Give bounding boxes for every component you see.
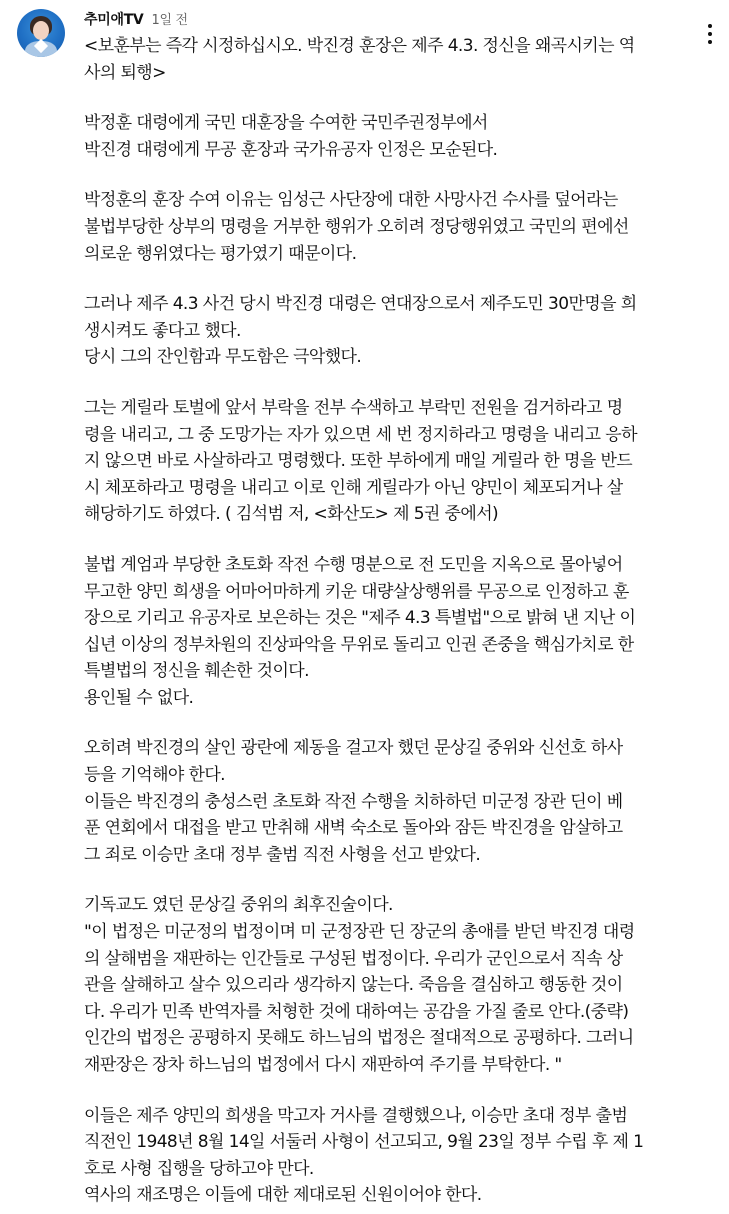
comment-line: 오히려 박진경의 살인 광란에 제동을 걸고자 했던 문상길 중위와 신선호 하사 <box>84 738 623 759</box>
comment-line: <보훈부는 즉각 시정하십시오. 박진경 훈장은 제주 4.3. 정신을 왜곡시키는 역 <box>84 36 635 56</box>
comment-line: 재판장은 장차 하느님의 법정에서 다시 재판하여 주기를 부탁한다. " <box>84 1055 562 1075</box>
menu-dot <box>708 40 712 44</box>
comment-paragraph <box>84 1103 684 1209</box>
comment-line: 다. 우리가 민족 반역자를 처형한 것에 대하여는 공감을 가질 줄로 안다.(중략) <box>84 1001 629 1022</box>
comment-line: 장으로 기리고 유공자로 보은하는 것은 "제주 4.3 특별법"으로 밝혀 낸 지난 이 <box>84 608 636 629</box>
comment-paragraph <box>84 552 684 712</box>
comment-line: 이들은 제주 양민의 희생을 막고자 거사를 결행했으나, 이승만 초대 정부 출범 <box>84 1105 628 1126</box>
paragraph-gap <box>84 528 684 552</box>
comment-paragraph <box>84 395 684 528</box>
comment-line: 그는 게릴라 토벌에 앞서 부락을 전부 수색하고 부락민 전원을 검거하라고 명 <box>84 397 623 418</box>
comment-line: 사의 퇴행> <box>84 62 166 83</box>
menu-dot <box>708 24 712 28</box>
comment-line: 호로 사형 집행을 당하고야 만다. <box>84 1158 314 1179</box>
paragraph-gap <box>84 711 684 735</box>
author-name[interactable]: 추미애TV <box>84 12 144 28</box>
comment-paragraph <box>84 33 684 86</box>
comment-line: 십년 이상의 정부차원의 진상파악을 무위로 돌리고 인권 존중을 핵심가치로 한 <box>84 634 634 655</box>
comment-line: "이 법정은 미군정의 법정이며 미 군정장관 딘 장군의 총애를 받던 박진경 대령 <box>84 922 635 943</box>
comment-line: 이들은 박진경의 충성스런 초토화 작전 수행을 치하하던 미군정 장관 딘이 베 <box>84 791 623 812</box>
paragraph-gap <box>84 371 684 395</box>
comment-line: 등을 기억해야 한다. <box>84 765 225 786</box>
menu-dot <box>708 32 712 36</box>
comment-line: 지 않으면 바로 사살하라고 명령했다. 또한 부하에게 매일 게릴라 한 명을 반드 <box>84 451 633 472</box>
comment-line: 용인될 수 없다. <box>84 687 194 708</box>
comment-line: 불법 계엄과 부당한 초토화 작전 수행 명분으로 전 도민을 지옥으로 몰아넣어 <box>84 554 623 575</box>
comment-line: 특별법의 정신을 훼손한 것이다. <box>84 661 309 682</box>
comment-paragraph <box>84 187 684 267</box>
comment-line: 관을 살해하고 살수 있으리라 생각하지 않는다. 죽음을 결심하고 행동한 것이 <box>84 975 623 996</box>
channel-avatar[interactable] <box>17 9 65 57</box>
comment-header <box>84 9 188 29</box>
comment-line: 그러나 제주 4.3 사건 당시 박진경 대령은 연대장으로서 제주도민 30만명을 희 <box>84 294 637 315</box>
comment-line: 그 죄로 이승만 초대 정부 출범 직전 사형을 선고 받았다. <box>84 844 481 865</box>
avatar-face <box>33 21 49 40</box>
comment-paragraph <box>84 291 684 371</box>
comment-line: 생시켜도 좋다고 했다. <box>84 320 241 341</box>
comment-paragraph <box>84 735 684 868</box>
comment-line: 박정훈 대령에게 국민 대훈장을 수여한 국민주권정부에서 <box>84 113 488 134</box>
comment-line: 당시 그의 잔인함과 무도함은 극악했다. <box>84 347 362 368</box>
comment-paragraph <box>84 110 684 163</box>
paragraph-gap <box>84 86 684 110</box>
comment-line: 박정훈의 훈장 수여 이유는 임성근 사단장에 대한 사망사건 수사를 덮어라는 <box>84 190 618 211</box>
more-vert-icon[interactable] <box>698 18 722 50</box>
comment-timestamp[interactable]: 1일 전 <box>151 13 188 28</box>
comment-line: 해당하기도 하였다. ( 김석범 저, <화산도> 제 5권 중에서) <box>84 504 499 525</box>
comment-line: 박진경 대령에게 무공 훈장과 국가유공자 인정은 모순된다. <box>84 139 498 160</box>
paragraph-gap <box>84 163 684 187</box>
comment-line: 푼 연회에서 대접을 받고 만취해 새벽 숙소로 돌아와 잠든 박진경을 암살하고 <box>84 818 623 839</box>
paragraph-gap <box>84 267 684 291</box>
comment-line: 역사의 재조명은 이들에 대한 제대로된 신원이어야 한다. <box>84 1185 482 1206</box>
paragraph-gap <box>84 868 684 892</box>
paragraph-gap <box>84 1079 684 1103</box>
comment-line: 인간의 법정은 공평하지 못해도 하느님의 법정은 절대적으로 공평하다. 그러니 <box>84 1028 634 1049</box>
comment-line: 무고한 양민 희생을 어마어마하게 키운 대량살상행위를 무공으로 인정하고 훈 <box>84 581 629 602</box>
comment-line: 기독교도 였던 문상길 중위의 최후진술이다. <box>84 895 393 916</box>
comment-line: 의 살해범을 재판하는 인간들로 구성된 법정이다. 우리가 군인으로서 직속 상 <box>84 948 623 969</box>
comment-line: 직전인 1948년 8월 14일 서둘러 사형이 선고되고, 9월 23일 정부 수립 후 제 1 <box>84 1132 644 1153</box>
comment-line: 의로운 행위였다는 평가였기 때문이다. <box>84 243 357 264</box>
comment-line: 불법부당한 상부의 명령을 거부한 행위가 오히려 정당행위였고 국민의 편에선 <box>84 216 629 237</box>
comment-line: 령을 내리고, 그 중 도망가는 자가 있으면 세 번 정지하라고 명령을 내리고 응하 <box>84 424 637 445</box>
comment-body <box>84 33 684 1209</box>
comment-line: 시 체포하라고 명령을 내리고 이로 인해 게릴라가 아닌 양민이 체포되거나 살 <box>84 477 623 498</box>
comment-paragraph <box>84 892 684 1078</box>
